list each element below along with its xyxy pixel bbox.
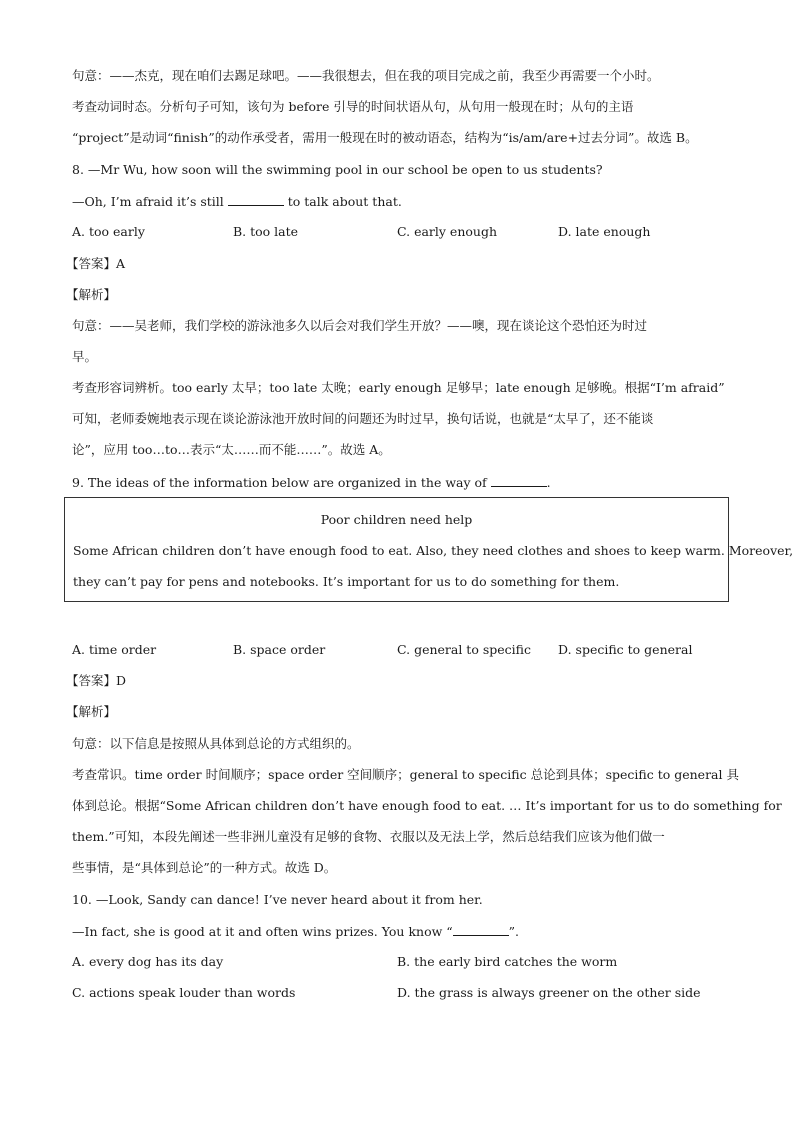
q8-option-a: A. too early (72, 224, 145, 239)
q8-jiexi-heading: 【解析】 (66, 287, 117, 302)
q7-meaning: 句意：——杰克，现在咱们去踢足球吧。——我很想去，但在我的项目完成之前，我至少再需要一个小时。 (72, 68, 660, 83)
q8-option-d: D. late enough (558, 224, 651, 239)
q9-question-before: 9. The ideas of the information below are organized in the way of (72, 475, 491, 490)
q9-analysis-line-4: 些事情，是“具体到总论”的一种方式。故选 D。 (72, 860, 337, 875)
q10-answer-blank (453, 923, 509, 936)
q10-option-a: A. every dog has its day (72, 954, 224, 969)
q9-analysis-line-3: them.”可知，本段先阐述一些非洲儿童没有足够的食物、衣服以及无法上学，然后总结我们应该为他们做一 (72, 829, 665, 844)
q8-analysis-line-2: 可知，老师委婉地表示现在谈论游泳池开放时间的问题还为时过早，换句话说，也就是“太早了，还不能谈 (72, 411, 654, 426)
q8-meaning-line-1: 句意：——吴老师，我们学校的游泳池多久以后会对我们学生开放？——噢，现在谈论这个恐怕还为时过 (72, 318, 648, 333)
q10-option-b: B. the early bird catches the worm (397, 954, 618, 969)
q8-reply-after: to talk about that. (283, 194, 402, 209)
q9-passage-title: Poor children need help (320, 512, 473, 527)
q9-question (72, 474, 551, 491)
q10-reply (72, 923, 519, 940)
q10-option-c: C. actions speak louder than words (72, 985, 296, 1000)
q9-passage-line-1: Some African children don’t have enough food to eat. Also, they need clothes and shoes to keep warm. Moreover, (73, 543, 794, 558)
q8-option-b: B. too late (233, 224, 299, 239)
q9-passage-line-2: they can’t pay for pens and notebooks. It’s important for us to do something for them. (73, 574, 620, 589)
q9-analysis-line-1: 考查常识。time order 时间顺序；space order 空间顺序；general to specific 总论到具体；specific to general 具 (72, 767, 739, 782)
q10-question: 10. —Look, Sandy can dance! I’ve never heard about it from her. (72, 892, 483, 907)
q9-option-b: B. space order (233, 642, 326, 657)
q8-analysis-line-3: 论”，应用 too…to…表示“太……而不能……”。故选 A。 (72, 442, 391, 457)
q7-analysis-line-2: “project”是动词“finish”的动作承受者，需用一般现在时的被动语态，结构为“is/am/are+过去分词”。故选 B。 (72, 130, 698, 145)
q9-option-c: C. general to specific (397, 642, 531, 657)
q10-option-d: D. the grass is always greener on the other side (397, 985, 701, 1000)
q8-option-c: C. early enough (397, 224, 497, 239)
q8-reply-before: —Oh, I’m afraid it’s still (72, 194, 228, 209)
q8-analysis-line-1: 考查形容词辨析。too early 太早；too late 太晚；early enough 足够早；late enough 足够晚。根据“I’m afraid” (72, 380, 725, 395)
q7-analysis-line-1: 考查动词时态。分析句子可知，该句为 before 引导的时间状语从句，从句用一般现在时；从句的主语 (72, 99, 634, 114)
q9-option-d: D. specific to general (558, 642, 693, 657)
q9-answer: 【答案】D (66, 673, 127, 688)
q9-jiexi-heading: 【解析】 (66, 704, 117, 719)
q8-question: 8. —Mr Wu, how soon will the swimming pool in our school be open to us students? (72, 162, 603, 177)
q8-reply (72, 193, 402, 210)
q10-reply-before: —In fact, she is good at it and often wins prizes. You know “ (72, 924, 453, 939)
q8-answer-blank (228, 193, 284, 206)
q9-answer-blank (491, 474, 547, 487)
q8-answer: 【答案】A (66, 256, 126, 271)
q9-question-after: . (546, 475, 551, 490)
q9-analysis-line-2: 体到总论。根据“Some African children don’t have enough food to eat. … It’s important for us to do something for (72, 798, 782, 813)
q10-reply-after: ”. (508, 924, 520, 939)
q9-option-a: A. time order (72, 642, 157, 657)
q9-passage-box (64, 497, 794, 602)
q9-meaning: 句意：以下信息是按照从具体到总论的方式组织的。 (72, 736, 360, 751)
q8-meaning-line-2: 早。 (72, 349, 98, 364)
